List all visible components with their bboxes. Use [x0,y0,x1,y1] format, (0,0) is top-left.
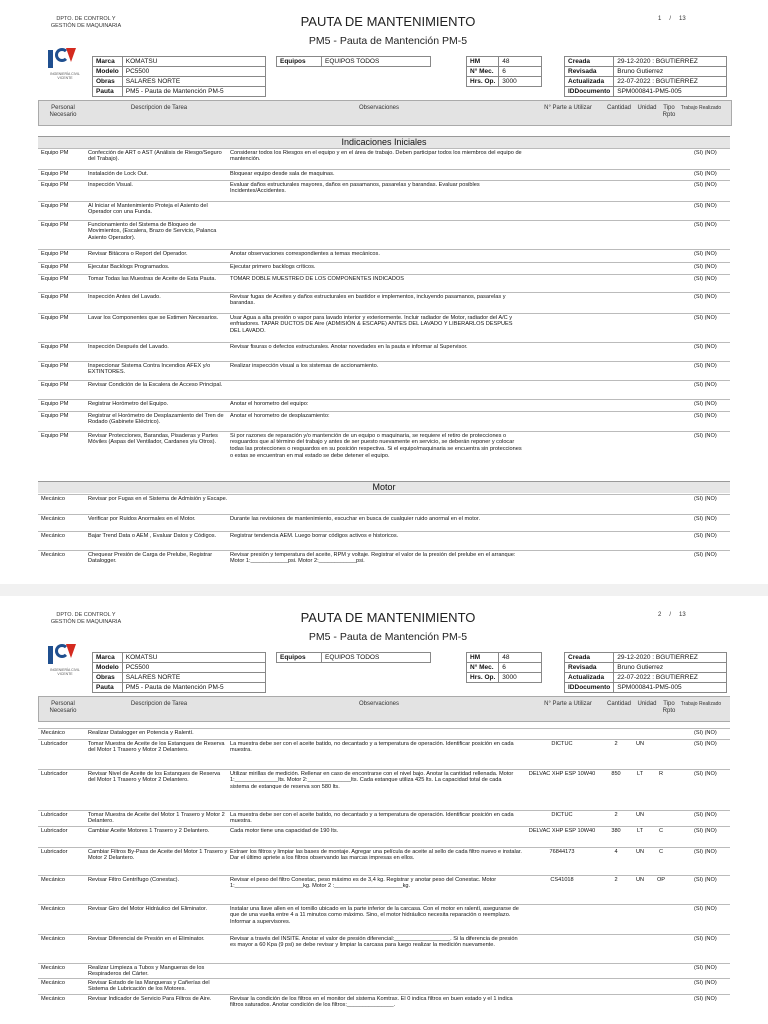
table-row [38,380,730,388]
observation-cell: Revisar fugas de Aceites y daños estructurales en bastidor e implementos, incluyendo pasamanos, pasarelas y barandas. [230,293,506,307]
table-row [38,220,730,242]
spare-type-cell: R [658,770,664,777]
personal-cell: Equipo PM [41,170,69,177]
table-row [38,847,730,862]
task-cell: Realizar Limpieza a Tubos y Mangueras de los Respiraderos del Cárter. [88,964,205,978]
task-cell: Inspección Después del Lavado. [88,343,169,350]
work-done-toggle[interactable]: (SI) (NO) [694,263,717,270]
work-done-toggle[interactable]: (SI) (NO) [694,905,717,912]
task-cell: Tomar Todas las Muestras de Aceite de Esta Pauta. [88,275,216,282]
task-cell: Revisar Estado de las Mangueras y Cañerías del Sistema de Lubricación de los Motores. [88,979,210,993]
observation-cell: Extraer los filtros y limpiar las bases de montaje. Agregar una película de aceite al sello de cada filtro nuevo e instalar. Dar el último apriete a los filtros observando las marcas impresas en ellos. [230,848,522,862]
personal-cell: Lubricador [41,770,68,777]
work-done-toggle[interactable]: (SI) (NO) [694,170,717,177]
work-done-toggle[interactable]: (SI) (NO) [694,362,717,369]
task-cell: Revisar Protecciones, Barandas, Pisaderas y Partes Móviles (Aspas del Ventilador, Cardanes y/u Otros). [88,432,218,446]
personal-cell: Mecánico [41,876,65,883]
task-cell: Revisar por Fugas en el Sistema de Admisión y Escape. [88,495,228,502]
unit-cell: UN [635,876,645,883]
work-done-toggle[interactable]: (SI) (NO) [694,848,717,855]
unit-cell: LT [636,770,644,777]
table-row [38,810,730,825]
table-row [38,292,730,307]
personal-cell: Lubricador [41,740,68,747]
quantity-cell: 2 [614,811,618,818]
task-cell: Inspección Visual. [88,181,133,188]
work-done-toggle[interactable]: (SI) (NO) [694,811,717,818]
task-cell: Cambiar Aceite Motores 1 Trasero y 2 Delantero. [88,827,210,834]
task-cell: Al Iniciar el Mantenimiento Proteja el Asiento del Operador con una Funda. [88,202,208,216]
observation-cell: Utilizar mirillas de medición. Rellenar en caso de encontrarse con el nivel bajo. Anotar la cantidad rellenada. Motor 1:______________lts. Motor 2:______________lts. Cada estanque utiliza 425 lts. La capacidad total de cada sistema de estanque de reserva son 580 lts. [230,770,514,791]
page-separator [0,584,768,596]
personal-cell: Mecánico [41,495,65,502]
table-row [38,262,730,270]
part-number-cell: 76844173 [549,848,575,855]
page-subtitle: PM5 - Pauta de Mantención PM-5 [308,35,468,47]
personal-cell: Mecánico [41,551,65,558]
meta-block-hours: HM 48 N° Mec. 6 Hrs. Op. 3000 [466,652,542,683]
observation-cell: Revisar la condición de los filtros en el monitor del sistema Komtrax. El 0 indica filtros en buen estado y el 1 indica filtros saturados. Anotar condición de los filtros:_______________. [230,995,513,1009]
spare-type-cell: OP [656,876,666,883]
table-row [38,148,730,163]
personal-cell: Equipo PM [41,275,69,282]
work-done-toggle[interactable]: (SI) (NO) [694,149,717,156]
work-done-toggle[interactable]: (SI) (NO) [694,202,717,209]
observation-cell: Usar Agua a alta presión o vapor para lavado interior y exteriormente. Incluir radiador de Motor, radiador del A/C y enfriadores. TAPAR DUCTOS DE Aire (ADMISIÓN & ESCAPE) ANTES DEL LAVADO Y LIBERARLOS DESPUES DEL LAVADO. [230,314,513,335]
task-cell: Revisar Bitácora o Report del Operador. [88,250,188,257]
department-label: DPTO. DE CONTROL Y GESTIÓN DE MAQUINARIA [50,612,122,625]
meta-block-hours: HM 48 N° Mec. 6 Hrs. Op. 3000 [466,56,542,87]
personal-cell: Equipo PM [41,181,69,188]
table-row [38,531,730,539]
table-row [38,514,730,522]
work-done-toggle[interactable]: (SI) (NO) [694,770,717,777]
task-cell: Funcionamiento del Sistema de Bloqueo de Movimientos, (Escalera, Brazo de Servicio, Palanca Asiento Operador). [88,221,217,242]
task-cell: Bajar Trend Data o AEM , Evaluar Datos y Códigos. [88,532,217,539]
observation-cell: Revisar a través del INSITE. Anotar el valor de presión diferencial:__________________. Si la diferencia de presión es mayor a 60 Kpa (9 psi) se debe revisar y limpiar la carcasa para luego realizar la medición nuevamente. [230,935,518,949]
task-cell: Tomar Muestra de Aceite del Motor 1 Trasero y Motor 2 Delantero. [88,811,225,825]
task-cell: Lavar los Componentes que se Estimen Necesarios. [88,314,219,321]
personal-cell: Equipo PM [41,250,69,257]
observation-cell: Realizar inspección visual a los sistemas de accionamiento. [230,362,379,369]
meta-block-equipment: Marca KOMATSU Modelo PC5500 Obras SALARES NORTE Pauta PM5 - Pauta de Mantención PM-5 [92,652,266,693]
work-done-toggle[interactable]: (SI) (NO) [694,412,717,419]
personal-cell: Mecánico [41,905,65,912]
work-done-toggle[interactable]: (SI) (NO) [694,314,717,321]
personal-cell: Equipo PM [41,202,69,209]
table-row [38,728,730,736]
task-cell: Ejecutar Backlogs Programados. [88,263,170,270]
table-row [38,342,730,350]
part-number-cell: DELVAC XHP ESP 10W40 [528,770,596,777]
personal-cell: Mecánico [41,995,65,1002]
work-done-toggle[interactable]: (SI) (NO) [694,221,717,228]
task-cell: Registrar Horómetro del Equipo. [88,400,169,407]
table-row [38,201,730,216]
observation-cell: Bloquear equipo desde sala de maquinas. [230,170,335,177]
personal-cell: Equipo PM [41,362,69,369]
personal-cell: Equipo PM [41,412,69,419]
company-logo-icon [48,44,76,74]
table-row [38,875,730,890]
work-done-toggle[interactable]: (SI) (NO) [694,964,717,971]
work-done-toggle[interactable]: (SI) (NO) [694,400,717,407]
quantity-cell: 2 [614,740,618,747]
personal-cell: Equipo PM [41,381,69,388]
unit-cell: UN [635,740,645,747]
observation-cell: Ejecutar primero backlogs críticos. [230,263,316,270]
table-row [38,313,730,335]
observation-cell: Si por razones de reparación y/o mantención de un equipo o maquinaria, se requiere el retiro de protecciones o resguardos que al término del trabajo y antes de ser puesto nuevamente en servicio, se deberán reponer y colocar todas las protecciones o resguardos en su posición respectiva. Si el equipo/maquinaria se encuentra sin protecciones o estas se encuentran en mal estado se debe detener el equipo. [230,432,522,459]
observation-cell: Durante las revisiones de mantenimiento, escuchar en busca de cualquier ruido anormal en el motor. [230,515,480,522]
column-header: Personal Necesario Descripcion de Tarea Observaciones N° Parte a Utilizar Cantidad Unidad Tipo Rpto Trabajo Realizado [38,100,732,126]
observation-cell: Anotar el horometro del equipo: [230,400,309,407]
page-subtitle: PM5 - Pauta de Mantención PM-5 [308,631,468,643]
task-cell: Revisar Giro del Motor Hidráulico del Eliminator. [88,905,208,912]
document-page-1 [38,0,730,584]
personal-cell: Equipo PM [41,400,69,407]
work-done-toggle[interactable]: (SI) (NO) [694,275,717,282]
work-done-toggle[interactable]: (SI) (NO) [694,532,717,539]
task-cell: Inspección Antes del Lavado. [88,293,161,300]
page-number: 1 / 13 [658,16,686,22]
personal-cell: Equipo PM [41,149,69,156]
personal-cell: Lubricador [41,848,68,855]
table-row [38,769,730,791]
quantity-cell: 850 [611,770,621,777]
unit-cell: UN [635,811,645,818]
personal-cell: Mecánico [41,729,65,736]
table-row [38,494,730,502]
work-done-toggle[interactable]: (SI) (NO) [694,343,717,350]
department-label: DPTO. DE CONTROL Y GESTIÓN DE MAQUINARIA [50,16,122,29]
column-header: Personal Necesario Descripcion de Tarea Observaciones N° Parte a Utilizar Cantidad Unidad Tipo Rpto Trabajo Realizado [38,696,730,722]
page-title: PAUTA DE MANTENIMIENTO [300,14,476,29]
table-row [38,934,730,949]
part-number-cell: CS41018 [550,876,574,883]
spare-type-cell: C [658,848,664,855]
table-row [38,550,730,565]
unit-cell: LT [636,827,644,834]
part-number-cell: DICTUC [551,811,573,818]
quantity-cell: 2 [614,876,618,883]
task-cell: Revisar Filtro Centrífugo (Conestac). [88,876,180,883]
meta-block-equipos: Equipos EQUIPOS TODOS [276,652,431,663]
observation-cell: Registrar tendencia AEM. Luego borrar códigos activos e historicos. [230,532,399,539]
table-row [38,994,730,1009]
logo-caption: INGENIERÍA CIVIL VICENTE [50,72,80,80]
table-row [38,431,730,459]
table-row [38,411,730,426]
observation-cell: Instalar una llave allen en el tornillo ubicado en la parte inferior de la carcasa. Con el motor en ralentí, asegurarse de que de una vuelta entre 4 a 11 minutos como máximo. Sino, el motor hidráulico necesita reparación o reemplazo. Informar a supervisores. [230,905,519,926]
task-cell: Verificar por Ruidos Anormales en el Motor. [88,515,196,522]
observation-cell: Revisar fisuras o defectos estructurales. Anotar novedades en la pauta e informar al Supervisor. [230,343,468,350]
meta-block-document: Creada 29-12-2020 : BGUTIERREZ Revisada Bruno Gutierrez Actualizada 22-07-2022 : BGUTIERREZ IDDocumento SPM000841-PM5-005 [564,652,727,693]
task-cell: Cambiar Filtros By-Pass de Aceite del Motor 1 Trasero y Motor 2 Delantero. [88,848,228,862]
observation-cell: Anotar el horometro de desplazamiento: [230,412,330,419]
observation-cell: Evaluar daños estructurales mayores, daños en pasamanos, pasarelas y barandas. Evaluar posibles Incidentes/Accidentes. [230,181,480,195]
work-done-toggle[interactable]: (SI) (NO) [694,250,717,257]
task-cell: Realizar Datalogger en Potencia y Ralentí. [88,729,194,736]
task-cell: Chequear Presión de Carga de Prelube, Registrar Datalogger. [88,551,213,565]
observation-cell: TOMAR DOBLE MUESTREO DE LOS COMPONENTES INDICADOS [230,275,404,282]
table-row [38,180,730,195]
work-done-toggle[interactable]: (SI) (NO) [694,381,717,388]
observation-cell: Considerar todos los Riesgos en el equipo y en el área de trabajo. Deben participar todos los miembros del equipo de mantención. [230,149,522,163]
work-done-toggle[interactable]: (SI) (NO) [694,740,717,747]
table-row [38,274,730,282]
personal-cell: Mecánico [41,979,65,986]
page-title: PAUTA DE MANTENIMIENTO [300,610,476,625]
meta-block-equipment: Marca KOMATSU Modelo PC5500 Obras SALARES NORTE Pauta PM5 - Pauta de Mantención PM-5 [92,56,266,97]
personal-cell: Mecánico [41,532,65,539]
table-row [38,249,730,257]
task-cell: Tomar Muestra de Aceite de los Estanques de Reserva del Motor 1 Trasero y Motor 2 Delantero. [88,740,225,754]
quantity-cell: 4 [614,848,618,855]
table-row [38,739,730,754]
document-page-2 [38,596,730,1024]
table-row [38,978,730,993]
personal-cell: Mecánico [41,964,65,971]
personal-cell: Equipo PM [41,343,69,350]
part-number-cell: DELVAC XHP ESP 10W40 [528,827,596,834]
table-row [38,361,730,376]
work-done-toggle[interactable]: (SI) (NO) [694,729,717,736]
meta-block-document: Creada 29-12-2020 : BGUTIERREZ Revisada Bruno Gutierrez Actualizada 22-07-2022 : BGUTIERREZ IDDocumento SPM000841-PM5-005 [564,56,727,97]
table-row [38,169,730,177]
observation-cell: La muestra debe ser con el aceite batido, no decantado y a temperatura de operación. Identificar posición en cada muestra. [230,811,514,825]
personal-cell: Equipo PM [41,293,69,300]
task-cell: Registrar el Horómetro de Desplazamiento del Tren de Rodado (Gabinete Eléctrico). [88,412,224,426]
personal-cell: Equipo PM [41,432,69,439]
task-cell: Revisar Indicador de Servicio Para Filtros de Aire. [88,995,212,1002]
work-done-toggle[interactable]: (SI) (NO) [694,979,717,986]
work-done-toggle[interactable]: (SI) (NO) [694,293,717,300]
work-done-toggle[interactable]: (SI) (NO) [694,995,717,1002]
table-row [38,826,730,834]
page-number: 2 / 13 [658,612,686,618]
part-number-cell: DICTUC [551,740,573,747]
task-cell: Revisar Condición de la Escalera de Acceso Principal. [88,381,223,388]
personal-cell: Mecánico [41,515,65,522]
observation-cell: La muestra debe ser con el aceite batido, no decantado y a temperatura de operación. Identificar posición en cada muestra. [230,740,514,754]
task-cell: Revisar Nivel de Aceite de los Estanques de Reserva del Motor 1 Trasero y Motor 2 Delantero. [88,770,221,784]
work-done-toggle[interactable]: (SI) (NO) [694,515,717,522]
work-done-toggle[interactable]: (SI) (NO) [694,432,717,439]
quantity-cell: 380 [611,827,621,834]
observation-cell: Anotar observaciones correspondientes a temas mecánicos. [230,250,380,257]
section-header-indicaciones: Indicaciones Iniciales [38,136,730,148]
task-cell: Revisar Diferencial de Presión en el Eliminator. [88,935,205,942]
table-row [38,399,730,407]
work-done-toggle[interactable]: (SI) (NO) [694,876,717,883]
section-header-motor: Motor [38,481,730,493]
work-done-toggle[interactable]: (SI) (NO) [694,551,717,558]
personal-cell: Lubricador [41,811,68,818]
task-cell: Instalación de Lock Out. [88,170,149,177]
observation-cell: Revisar el peso del filtro Conestac, peso máximo es de 3,4 kg. Registrar y anotar peso del Conestac. Motor 1:______________________kg. Motor 2 :______________________kg. [230,876,497,890]
unit-cell: UN [635,848,645,855]
work-done-toggle[interactable]: (SI) (NO) [694,495,717,502]
work-done-toggle[interactable]: (SI) (NO) [694,935,717,942]
task-cell: Confección de ART o AST (Análisis de Riesgo/Seguro del Trabajo). [88,149,222,163]
observation-cell: Revisar presión y temperatura del aceite, RPM y voltaje. Registrar el valor de la presión del prelube en el arranque: Motor 1:____________psi. Motor 2:____________psi. [230,551,516,565]
meta-block-equipos: Equipos EQUIPOS TODOS [276,56,431,67]
observation-cell: Cada motor tiene una capacidad de 190 lts. [230,827,339,834]
personal-cell: Equipo PM [41,263,69,270]
work-done-toggle[interactable]: (SI) (NO) [694,827,717,834]
task-cell: Inspeccionar Sistema Contra Incendios AFEX y/o EXTINTORES. [88,362,211,376]
personal-cell: Mecánico [41,935,65,942]
table-row [38,963,730,978]
personal-cell: Equipo PM [41,314,69,321]
logo-caption: INGENIERÍA CIVIL VICENTE [50,668,80,676]
spare-type-cell: C [658,827,664,834]
personal-cell: Lubricador [41,827,68,834]
table-row [38,904,730,926]
company-logo-icon [48,640,76,670]
work-done-toggle[interactable]: (SI) (NO) [694,181,717,188]
personal-cell: Equipo PM [41,221,69,228]
